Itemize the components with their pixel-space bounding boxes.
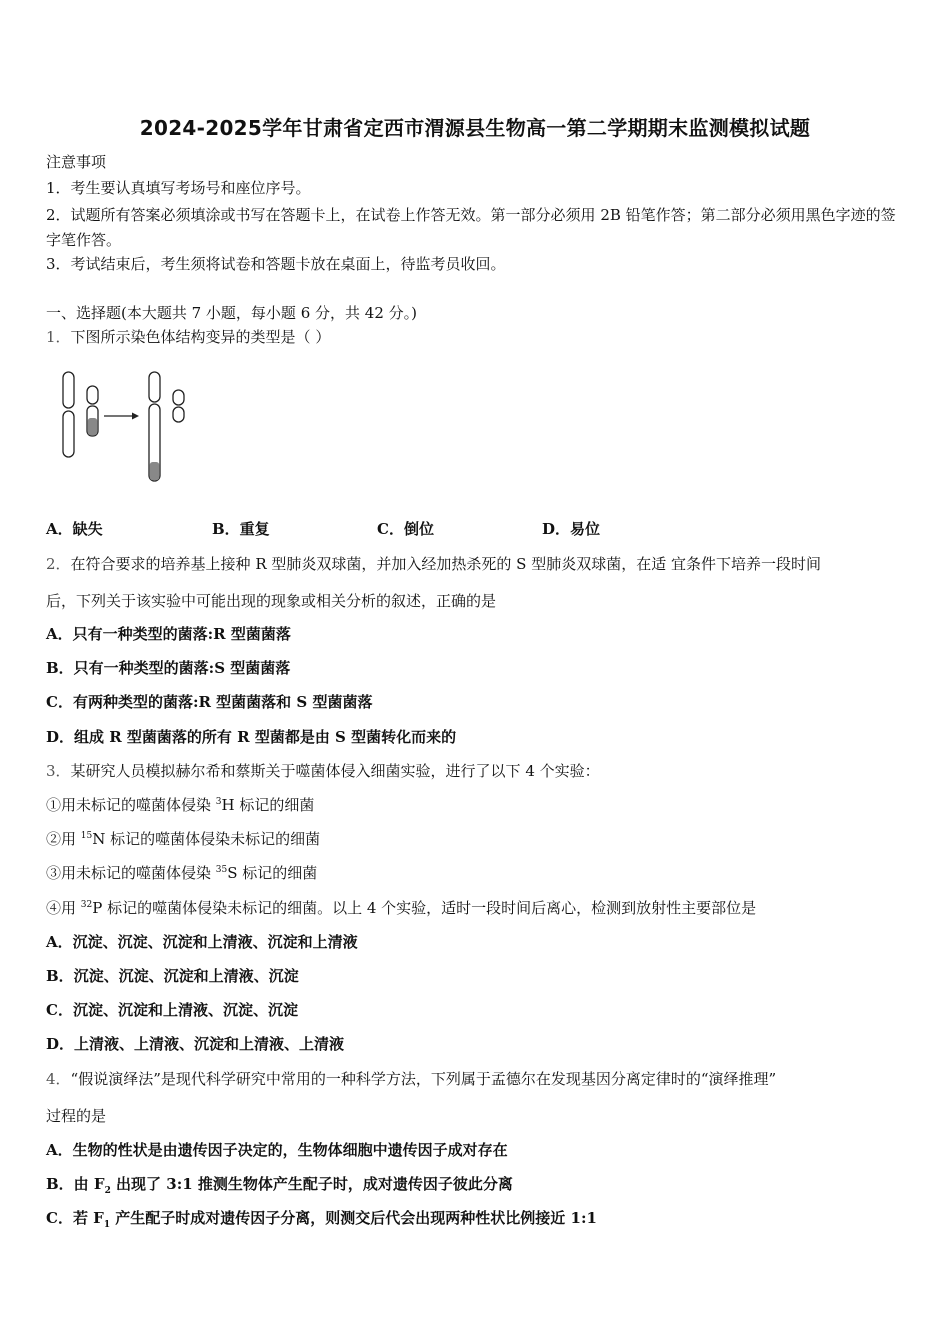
text: ②用	[46, 830, 81, 848]
chromosome-result-small-upper	[173, 390, 184, 405]
text: ④用	[46, 899, 81, 917]
chromosome-result-small-lower	[173, 407, 184, 422]
chromosome-figure	[56, 366, 196, 488]
chromosome-left-arm-lower	[63, 411, 74, 457]
q4-option-b[interactable]	[46, 1174, 906, 1194]
q2-option-a[interactable]: A．只有一种类型的菌落:R 型菌菌落	[46, 625, 291, 643]
text: C．若 F	[46, 1209, 104, 1227]
question-number: 1．	[46, 328, 71, 346]
page-title: 2024-2025学年甘肃省定西市渭源县生物高一第二学期期末监测模拟试题	[139, 116, 811, 140]
experiment-3	[46, 863, 906, 883]
text: 出现了 3:1 推测生物体产生配子时，成对遗传因子彼此分离	[110, 1175, 513, 1193]
text: S 标记的细菌	[227, 864, 318, 882]
text: P 标记的噬菌体侵染未标记的细菌。以上 4 个实验，适时一段时间后离心，检测到放射性主要部位是	[92, 899, 757, 917]
chromosome-left-arm-upper	[63, 372, 74, 408]
option-b[interactable]: B．重复	[212, 520, 270, 538]
experiment-1	[46, 795, 906, 815]
chromosome-small-upper	[87, 386, 98, 404]
subscript: 2	[104, 1186, 111, 1196]
question-text: “假说演绎法”是现代科学研究中常用的一种科学方法，下列属于孟德尔在发现基因分离定律时的“演绎推理”	[70, 1070, 777, 1088]
question-4-stem-line-2: 过程的是	[46, 1107, 107, 1125]
option-c[interactable]: C．倒位	[377, 520, 434, 538]
question-2-stem-line-2: 后，下列关于该实验中可能出现的现象或相关分析的叙述，正确的是	[46, 592, 497, 610]
text: N 标记的噬菌体侵染未标记的细菌	[92, 830, 321, 848]
experiment-2	[46, 829, 906, 849]
notice-heading: 注意事项	[46, 153, 107, 171]
q4-option-a[interactable]: A．生物的性状是由遗传因子决定的，生物体细胞中遗传因子成对存在	[46, 1141, 508, 1159]
question-4-stem-line-1	[46, 1069, 906, 1089]
question-1-stem	[46, 327, 906, 347]
isotope-mass: 35	[215, 865, 228, 875]
question-3-stem	[46, 761, 906, 781]
text: ③用未标记的噬菌体侵染	[46, 864, 216, 882]
q2-option-c[interactable]: C．有两种类型的菌落:R 型菌菌落和 S 型菌菌落	[46, 693, 373, 711]
question-number: 2．	[46, 555, 71, 573]
section-heading: 一、选择题(本大题共 7 小题，每小题 6 分，共 42 分。)	[46, 304, 417, 322]
question-text: 在符合要求的培养基上接种 R 型肺炎双球菌，并加入经加热杀死的 S 型肺炎双球菌，在适 宜条件下培养一段时间	[70, 555, 821, 573]
notice-item-2: 2．试题所有答案必须填涂或书写在答题卡上，在试卷上作答无效。第一部分必须用 2B 铅笔作答；第二部分必须用黑色字迹的签字笔作答。	[46, 206, 896, 249]
q3-option-c[interactable]: C．沉淀、沉淀和上清液、沉淀、沉淀	[46, 1001, 298, 1019]
question-1-options	[46, 518, 906, 540]
chromosome-result-upper	[149, 372, 160, 402]
arrow-head	[132, 413, 139, 420]
question-2-stem-line-1	[46, 554, 906, 574]
q3-option-d[interactable]: D．上清液、上清液、沉淀和上清液、上清液	[46, 1035, 345, 1053]
text: B．由 F	[46, 1175, 105, 1193]
question-text: 下图所示染色体结构变异的类型是（ ）	[70, 328, 331, 346]
text: 产生配子时成对遗传因子分离，则测交后代会出现两种性状比例接近 1:1	[110, 1209, 597, 1227]
chromosome-small-segment	[88, 418, 98, 435]
q3-option-a[interactable]: A．沉淀、沉淀、沉淀和上清液、沉淀和上清液	[46, 933, 358, 951]
chromosome-result-segment	[150, 462, 160, 480]
notice-item-3: 3．考试结束后，考生须将试卷和答题卡放在桌面上，待监考员收回。	[46, 255, 506, 273]
question-number: 3．	[46, 762, 71, 780]
text: H 标记的细菌	[221, 796, 315, 814]
notice-item-1: 1．考生要认真填写考场号和座位序号。	[46, 179, 311, 197]
isotope-mass: 15	[80, 831, 93, 841]
q2-option-b[interactable]: B．只有一种类型的菌落:S 型菌菌落	[46, 659, 291, 677]
option-a[interactable]: A．缺失	[46, 520, 103, 538]
q4-option-c[interactable]	[46, 1208, 906, 1228]
option-d[interactable]: D．易位	[542, 520, 601, 538]
q2-option-d[interactable]: D．组成 R 型菌菌落的所有 R 型菌都是由 S 型菌转化而来的	[46, 728, 457, 746]
isotope-mass: 3	[215, 797, 222, 807]
text: ①用未标记的噬菌体侵染	[46, 796, 216, 814]
question-number: 4．	[46, 1070, 71, 1088]
isotope-mass: 32	[80, 900, 93, 910]
q3-option-b[interactable]: B．沉淀、沉淀、沉淀和上清液、沉淀	[46, 967, 299, 985]
subscript: 1	[103, 1220, 111, 1230]
question-text: 某研究人员模拟赫尔希和蔡斯关于噬菌体侵入细菌实验，进行了以下 4 个实验：	[70, 762, 600, 780]
experiment-4	[46, 898, 906, 918]
